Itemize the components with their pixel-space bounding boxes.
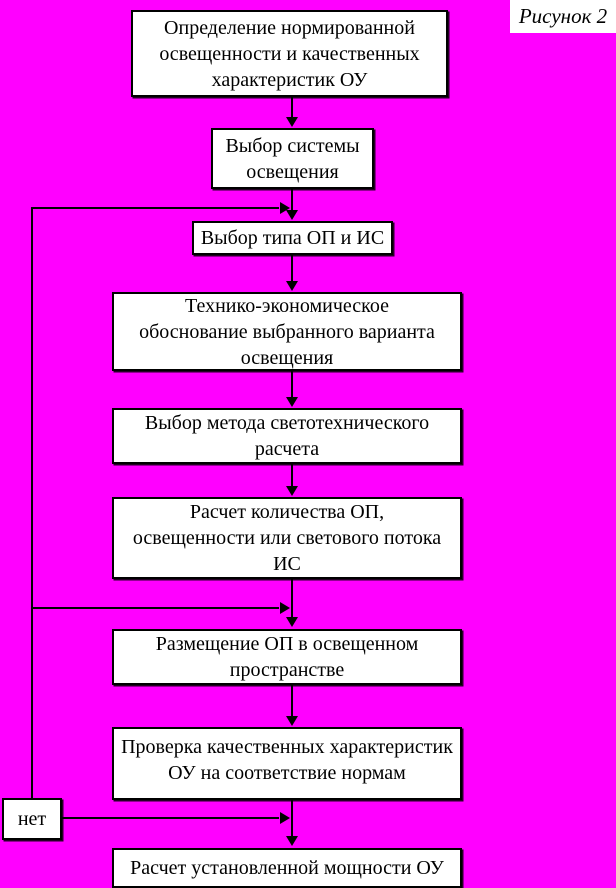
flow-step-choose-system: Выбор системы освещения (211, 128, 374, 189)
connector-system-to-type (286, 189, 298, 220)
connector-quantity-to-placement (286, 579, 298, 627)
flow-step-feasibility: Технико-экономическое обоснование выбранного варианта освещения (112, 292, 462, 371)
connector-check-to-power (286, 800, 298, 846)
flow-step-define-norms: Определение нормированной освещенности и качественных характеристик ОУ (131, 10, 448, 97)
flow-step-check-quality: Проверка качественных характеристик ОУ на соответствие нормам (112, 727, 462, 800)
flow-step-calc-quantity: Расчет количества ОП, освещенности или светового потока ИС (112, 497, 462, 579)
connector-method-to-quantity (286, 464, 298, 496)
connector-feasibility-to-method (286, 371, 298, 407)
flow-label-no: нет (2, 798, 62, 840)
connector-define-to-system (286, 97, 298, 127)
flow-step-calc-power: Расчет установленной мощности ОУ (112, 848, 462, 888)
connector-placement-to-check (286, 685, 298, 726)
flow-step-choose-method: Выбор метода светотехнического расчета (112, 408, 462, 464)
feedback-branch-to-type (31, 202, 290, 214)
figure-caption: Рисунок 2 (510, 0, 616, 33)
flow-step-placement: Размещение ОП в освещенном пространстве (112, 629, 462, 685)
connector-type-to-feasibility (286, 255, 298, 291)
no-branch-line (62, 812, 290, 824)
flow-step-choose-type: Выбор типа ОП и ИС (192, 221, 393, 255)
feedback-branch-to-placement (31, 602, 290, 614)
